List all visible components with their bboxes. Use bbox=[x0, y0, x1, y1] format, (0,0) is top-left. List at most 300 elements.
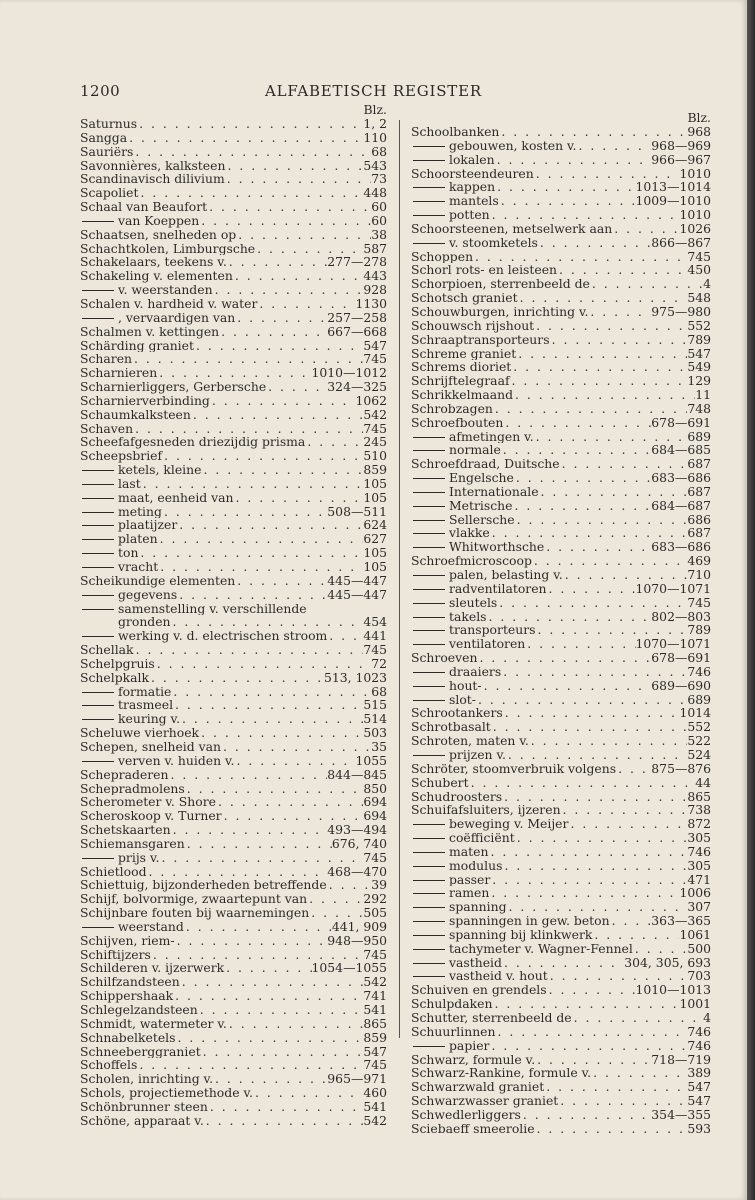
index-term: Schoffels bbox=[80, 1058, 138, 1073]
index-entry bbox=[80, 948, 387, 962]
index-subterm: spanning bbox=[411, 900, 507, 914]
index-entry bbox=[80, 657, 387, 671]
index-term: Schuifafsluiters, ijzeren bbox=[411, 803, 561, 818]
index-entry bbox=[80, 311, 387, 325]
dot-leader bbox=[516, 347, 687, 361]
index-entry bbox=[80, 1100, 387, 1114]
dot-leader bbox=[515, 831, 688, 845]
index-term: gronden bbox=[118, 615, 171, 630]
dot-leader bbox=[489, 886, 679, 900]
running-title: ALFABETISCH REGISTER bbox=[265, 82, 482, 100]
dot-leader bbox=[525, 637, 635, 651]
left-entry-list bbox=[80, 117, 387, 1128]
dot-leader bbox=[576, 139, 651, 153]
dot-leader bbox=[592, 928, 679, 942]
index-entry bbox=[80, 740, 387, 754]
index-entry bbox=[411, 333, 711, 347]
page-reference: 73 bbox=[371, 172, 387, 187]
dot-leader bbox=[173, 698, 363, 712]
dot-leader bbox=[137, 117, 363, 131]
index-term: Schilfzandsteen bbox=[80, 975, 180, 990]
index-entry bbox=[411, 651, 711, 665]
dot-leader bbox=[132, 352, 363, 366]
dot-leader bbox=[503, 416, 651, 430]
index-subterm: kappen bbox=[411, 180, 495, 194]
dot-leader bbox=[171, 823, 328, 837]
dot-leader bbox=[158, 560, 363, 574]
dot-leader bbox=[233, 269, 364, 283]
page-reference: 468—470 bbox=[327, 864, 387, 879]
dot-leader bbox=[502, 956, 624, 970]
dot-leader bbox=[147, 865, 328, 879]
dot-leader bbox=[538, 236, 651, 250]
index-entry bbox=[411, 263, 711, 277]
index-entry bbox=[80, 255, 387, 269]
page-reference: 686 bbox=[687, 512, 711, 527]
dot-leader bbox=[490, 526, 688, 540]
dot-leader bbox=[327, 629, 363, 643]
page-reference: 683—686 bbox=[651, 540, 711, 555]
index-subterm: gebouwen, kosten v. bbox=[411, 139, 576, 153]
index-entry bbox=[80, 837, 387, 851]
index-entry bbox=[80, 602, 387, 616]
index-term: Schwedlerliggers bbox=[411, 1107, 521, 1122]
page-reference: 844—845 bbox=[327, 767, 387, 782]
index-entry bbox=[80, 671, 387, 685]
dot-leader bbox=[612, 222, 679, 236]
dot-leader bbox=[572, 1011, 703, 1025]
page-reference: 277—278 bbox=[327, 255, 387, 270]
page-reference: 667—668 bbox=[327, 324, 387, 339]
dot-leader bbox=[185, 782, 364, 796]
index-entry bbox=[411, 499, 711, 513]
index-term: Scheepsbrief bbox=[80, 449, 163, 464]
page-reference: 1009—1010 bbox=[635, 194, 711, 209]
dot-leader bbox=[155, 657, 371, 671]
index-term: Sciebaeff smeerolie bbox=[411, 1121, 535, 1136]
index-entry bbox=[80, 352, 387, 366]
dot-leader bbox=[191, 408, 363, 422]
page-reference: 684—685 bbox=[651, 443, 711, 458]
page-reference: 547 bbox=[687, 1094, 711, 1108]
page-reference: 789 bbox=[687, 332, 711, 347]
blz-label-left: Blz. bbox=[363, 102, 387, 117]
page-reference: 389 bbox=[687, 1066, 711, 1081]
page-reference: 966—967 bbox=[651, 152, 711, 167]
index-subterm: mantels bbox=[411, 194, 499, 208]
page-reference: 746 bbox=[687, 1024, 711, 1039]
index-entry bbox=[80, 754, 387, 768]
dot-leader bbox=[568, 817, 687, 831]
page-reference: 1010 bbox=[679, 208, 711, 222]
index-term: Schilderen v. ijzerwerk bbox=[80, 961, 225, 976]
index-subterm: weerstand bbox=[80, 920, 184, 934]
index-entry bbox=[411, 983, 711, 997]
index-entry bbox=[80, 145, 387, 159]
index-entry bbox=[80, 518, 387, 532]
page-reference: 68 bbox=[371, 684, 387, 699]
page-reference: 542 bbox=[363, 407, 387, 422]
index-term: Schärding graniet bbox=[80, 338, 194, 353]
dot-leader bbox=[207, 200, 371, 214]
index-term: Schoppen bbox=[411, 249, 474, 264]
index-entry bbox=[80, 768, 387, 782]
page-reference: 694 bbox=[363, 809, 387, 824]
page-reference: 245 bbox=[363, 435, 387, 450]
page-reference: 689 bbox=[687, 429, 711, 444]
index-subterm: ketels, kleine bbox=[80, 463, 201, 477]
index-entry bbox=[411, 582, 711, 596]
dot-leader bbox=[477, 651, 651, 665]
index-term: Schachtkolen, Limburgsche bbox=[80, 241, 256, 256]
index-entry bbox=[80, 172, 387, 186]
dot-leader bbox=[616, 762, 651, 776]
dot-leader bbox=[502, 859, 687, 873]
page-reference: 445—447 bbox=[327, 573, 387, 588]
index-term: Schroeven bbox=[411, 651, 478, 665]
index-term: Schraaptransporteurs bbox=[411, 332, 550, 347]
page-reference: 627 bbox=[363, 532, 387, 547]
index-term: Sangga bbox=[80, 130, 128, 145]
page-reference: 1, 2 bbox=[363, 117, 387, 131]
index-entry bbox=[80, 269, 387, 283]
page-reference: 541 bbox=[363, 1003, 387, 1017]
index-subterm: hout- bbox=[411, 679, 482, 693]
index-entry bbox=[80, 574, 387, 588]
index-entry bbox=[411, 540, 711, 554]
index-entry bbox=[411, 1108, 711, 1122]
index-entry bbox=[411, 665, 711, 679]
index-term: Scheroskoop v. Turner bbox=[80, 809, 222, 824]
page-reference: 684—687 bbox=[651, 498, 711, 513]
dot-leader bbox=[185, 837, 332, 851]
index-entry bbox=[411, 776, 711, 790]
dot-leader bbox=[510, 374, 688, 388]
page-reference: 44 bbox=[695, 775, 711, 790]
index-entry bbox=[80, 920, 387, 934]
page-reference: 72 bbox=[371, 656, 387, 671]
index-entry bbox=[411, 790, 711, 804]
dot-leader bbox=[158, 532, 364, 546]
dot-leader bbox=[213, 1072, 327, 1086]
index-subterm: ramen bbox=[411, 886, 489, 900]
dot-leader bbox=[227, 255, 328, 269]
index-subterm: van Koeppen bbox=[80, 214, 199, 228]
page-reference: 593 bbox=[687, 1121, 711, 1136]
dot-leader bbox=[511, 360, 687, 374]
index-entry bbox=[80, 422, 387, 436]
index-subterm: samenstelling v. verschillende bbox=[80, 602, 307, 616]
index-entry bbox=[80, 892, 387, 906]
index-entry bbox=[411, 886, 711, 900]
dot-leader bbox=[534, 430, 688, 444]
page-reference: 257—258 bbox=[327, 310, 387, 325]
page-reference: 514 bbox=[363, 712, 387, 727]
page-reference: 746 bbox=[687, 844, 711, 859]
dot-leader bbox=[482, 679, 652, 693]
right-entry-list bbox=[411, 125, 711, 1136]
page-reference: 689 bbox=[687, 692, 711, 707]
page-reference: 968—969 bbox=[651, 138, 711, 153]
index-term: Schellak bbox=[80, 643, 134, 657]
index-entry bbox=[411, 208, 711, 222]
index-entry bbox=[80, 159, 387, 173]
index-entry bbox=[411, 693, 711, 707]
page-reference: 975—980 bbox=[651, 304, 711, 319]
index-term: Schwarz-Rankine, formule v. bbox=[411, 1066, 592, 1081]
index-subterm: Metrische bbox=[411, 499, 513, 513]
index-subterm: Internationale bbox=[411, 485, 539, 499]
index-term: Schorl rots- en leisteen bbox=[411, 263, 558, 278]
index-entry bbox=[411, 236, 711, 250]
index-subterm: gegevens bbox=[80, 588, 177, 602]
index-subterm: prijzen v. bbox=[411, 748, 506, 762]
index-entry bbox=[80, 408, 387, 422]
dot-leader bbox=[221, 740, 371, 754]
page-reference: 624 bbox=[363, 518, 387, 533]
page-reference: 542 bbox=[363, 975, 387, 990]
index-subterm: papier bbox=[411, 1039, 489, 1053]
index-entry bbox=[80, 878, 387, 892]
index-entry bbox=[411, 250, 711, 264]
dot-leader bbox=[162, 449, 363, 463]
index-term: Schetskaarten bbox=[80, 823, 171, 837]
index-term: Scharnieren bbox=[80, 366, 158, 381]
index-entry bbox=[80, 588, 387, 602]
page-reference: 789 bbox=[687, 623, 711, 638]
index-subterm: afmetingen v. bbox=[411, 430, 534, 444]
page-reference: 865 bbox=[687, 789, 711, 804]
index-subterm: coëfficiënt bbox=[411, 831, 515, 845]
page-reference: 872 bbox=[687, 817, 711, 832]
index-entry bbox=[80, 615, 387, 629]
index-term: Sauriërs bbox=[80, 144, 134, 159]
dot-leader bbox=[235, 311, 327, 325]
dot-leader bbox=[513, 499, 652, 513]
index-entry bbox=[80, 242, 387, 256]
dot-leader bbox=[133, 145, 371, 159]
index-subterm: potten bbox=[411, 208, 490, 222]
index-entry bbox=[80, 782, 387, 796]
index-term: Schoolbanken bbox=[411, 125, 500, 139]
index-term: Schuiven en grendels bbox=[411, 983, 547, 998]
page-reference: 1014 bbox=[679, 706, 711, 721]
index-entry bbox=[80, 961, 387, 975]
index-term: Schroefdraad, Duitsche bbox=[411, 457, 560, 472]
page-reference: 968 bbox=[687, 125, 711, 139]
dot-leader bbox=[529, 734, 688, 748]
dot-leader bbox=[255, 242, 363, 256]
dot-leader bbox=[499, 194, 636, 208]
page-reference: 1070—1071 bbox=[635, 637, 711, 652]
page-reference: 850 bbox=[363, 781, 387, 796]
index-entry bbox=[80, 366, 387, 380]
dot-leader bbox=[327, 878, 372, 892]
index-entry bbox=[411, 430, 711, 444]
page-reference: 445—447 bbox=[327, 587, 387, 602]
page-reference: 1130 bbox=[355, 296, 387, 311]
index-entry bbox=[411, 139, 711, 153]
index-entry bbox=[80, 823, 387, 837]
dot-leader bbox=[138, 186, 363, 200]
index-subterm: modulus bbox=[411, 859, 502, 873]
dot-leader bbox=[502, 790, 687, 804]
column-divider bbox=[399, 120, 400, 1038]
dot-leader bbox=[180, 712, 363, 726]
index-subterm: last bbox=[80, 477, 141, 491]
page-reference: 508—511 bbox=[327, 504, 387, 519]
dot-leader bbox=[476, 693, 687, 707]
page-reference: 105 bbox=[363, 546, 387, 560]
index-term: Schroten, maten v. bbox=[411, 734, 529, 748]
index-entry bbox=[411, 194, 711, 208]
page-reference: 105 bbox=[363, 490, 387, 505]
page-reference: 39 bbox=[371, 878, 387, 893]
page-reference: 745 bbox=[363, 1058, 387, 1073]
dot-leader bbox=[561, 803, 688, 817]
index-entry bbox=[411, 125, 711, 139]
page-reference: 305 bbox=[687, 831, 711, 845]
index-entry bbox=[411, 485, 711, 499]
index-entry bbox=[411, 831, 711, 845]
page-reference: 543 bbox=[363, 158, 387, 173]
index-entry bbox=[80, 339, 387, 353]
dot-leader bbox=[495, 153, 652, 167]
index-entry bbox=[80, 726, 387, 740]
index-entry bbox=[80, 117, 387, 131]
index-entry bbox=[80, 546, 387, 560]
dot-leader bbox=[487, 610, 652, 624]
page-reference: 510 bbox=[363, 449, 387, 464]
index-term: Schubert bbox=[411, 775, 469, 790]
index-entry bbox=[80, 560, 387, 574]
page-reference: 738 bbox=[687, 803, 711, 818]
index-entry bbox=[411, 817, 711, 831]
index-subterm: v. stoomketels bbox=[411, 236, 538, 250]
index-term: Scharnierverbinding bbox=[80, 393, 210, 408]
page-reference: 60 bbox=[371, 213, 387, 228]
page-reference: 307 bbox=[687, 900, 711, 915]
index-entry bbox=[80, 685, 387, 699]
dot-leader bbox=[535, 1122, 688, 1136]
page-reference: 552 bbox=[687, 318, 711, 333]
index-entry bbox=[80, 865, 387, 879]
page-reference: 60 bbox=[371, 200, 387, 214]
page-reference: 745 bbox=[363, 352, 387, 367]
index-term: Schroefbouten bbox=[411, 415, 504, 430]
index-entry bbox=[411, 471, 711, 485]
page-reference: 687 bbox=[687, 526, 711, 541]
index-term: Schelpkalk bbox=[80, 670, 150, 685]
index-entry bbox=[411, 277, 711, 291]
index-entry bbox=[411, 1053, 711, 1067]
index-term: Schrobzagen bbox=[411, 401, 493, 416]
index-subterm: plaatijzer bbox=[80, 518, 177, 532]
dot-leader bbox=[168, 768, 327, 782]
dot-leader bbox=[138, 546, 363, 560]
page-reference: 745 bbox=[363, 947, 387, 962]
index-term: Schijf, bolvormige, zwaartepunt van bbox=[80, 892, 308, 907]
index-term: Schroefmicroscoop bbox=[411, 554, 532, 568]
page-reference: 687 bbox=[687, 484, 711, 499]
index-term: Schaatsen, snelheden op bbox=[80, 227, 237, 242]
page-reference: 292 bbox=[363, 892, 387, 907]
dot-leader bbox=[521, 1108, 651, 1122]
index-entry bbox=[80, 1017, 387, 1031]
index-term: Schelpgruis bbox=[80, 656, 155, 671]
index-subterm: ton bbox=[80, 546, 138, 560]
dot-leader bbox=[184, 920, 332, 934]
page-reference: 4 bbox=[703, 1011, 711, 1025]
index-column-left bbox=[80, 103, 387, 1128]
index-term: Schouwburgen, inrichting v. bbox=[411, 304, 589, 319]
dot-leader bbox=[496, 1025, 688, 1039]
index-entry bbox=[411, 623, 711, 637]
index-term: Schepradmolens bbox=[80, 781, 185, 796]
index-entry bbox=[411, 1039, 711, 1053]
index-entry bbox=[80, 394, 387, 408]
dot-leader bbox=[558, 1094, 687, 1108]
index-entry bbox=[80, 228, 387, 242]
dot-leader bbox=[492, 997, 679, 1011]
dot-leader bbox=[149, 671, 324, 685]
index-term: Schwarz, formule v. bbox=[411, 1052, 536, 1067]
index-term: Schaven bbox=[80, 421, 134, 436]
page-reference: 1010—1013 bbox=[635, 983, 711, 998]
dot-leader bbox=[536, 623, 688, 637]
index-term: Scherometer v. Shore bbox=[80, 795, 216, 810]
page-reference: 450 bbox=[687, 263, 711, 278]
page-reference: 493—494 bbox=[327, 823, 387, 837]
dot-leader bbox=[173, 989, 363, 1003]
page-reference: 363—365 bbox=[651, 914, 711, 928]
index-term: Schouwsch rijshout bbox=[411, 318, 535, 333]
dot-leader bbox=[535, 1053, 651, 1067]
dot-leader bbox=[469, 776, 696, 790]
index-subterm: v. weerstanden bbox=[80, 283, 213, 297]
page-reference: 11 bbox=[695, 388, 711, 402]
page-reference: 683—686 bbox=[651, 471, 711, 485]
index-entry bbox=[80, 463, 387, 477]
page-reference: 746 bbox=[687, 664, 711, 679]
page-reference: 547 bbox=[687, 1080, 711, 1095]
dot-leader bbox=[177, 518, 363, 532]
index-entry bbox=[80, 989, 387, 1003]
page-reference: 948—950 bbox=[327, 933, 387, 948]
dot-leader bbox=[532, 554, 687, 568]
index-entry bbox=[80, 477, 387, 491]
index-term: Schrems dioriet bbox=[411, 360, 512, 375]
page-reference: 547 bbox=[687, 346, 711, 361]
dot-leader bbox=[219, 325, 327, 339]
index-entry bbox=[80, 712, 387, 726]
index-entry bbox=[80, 975, 387, 989]
dot-leader bbox=[213, 283, 364, 297]
index-entry bbox=[80, 851, 387, 865]
index-term: Schönbrunner steen bbox=[80, 1099, 208, 1114]
index-term: Scholen, inrichting v. bbox=[80, 1072, 214, 1087]
blz-label-right: Blz. bbox=[687, 110, 711, 125]
index-subterm: formatie bbox=[80, 685, 171, 699]
index-entry bbox=[80, 491, 387, 505]
dot-leader bbox=[235, 754, 356, 768]
page-reference: 745 bbox=[363, 850, 387, 865]
page-reference: 129 bbox=[687, 374, 711, 389]
index-entry bbox=[411, 416, 711, 430]
page-reference: 678—691 bbox=[651, 651, 711, 665]
dot-leader bbox=[547, 983, 636, 997]
index-term: Schnabelketels bbox=[80, 1030, 176, 1045]
